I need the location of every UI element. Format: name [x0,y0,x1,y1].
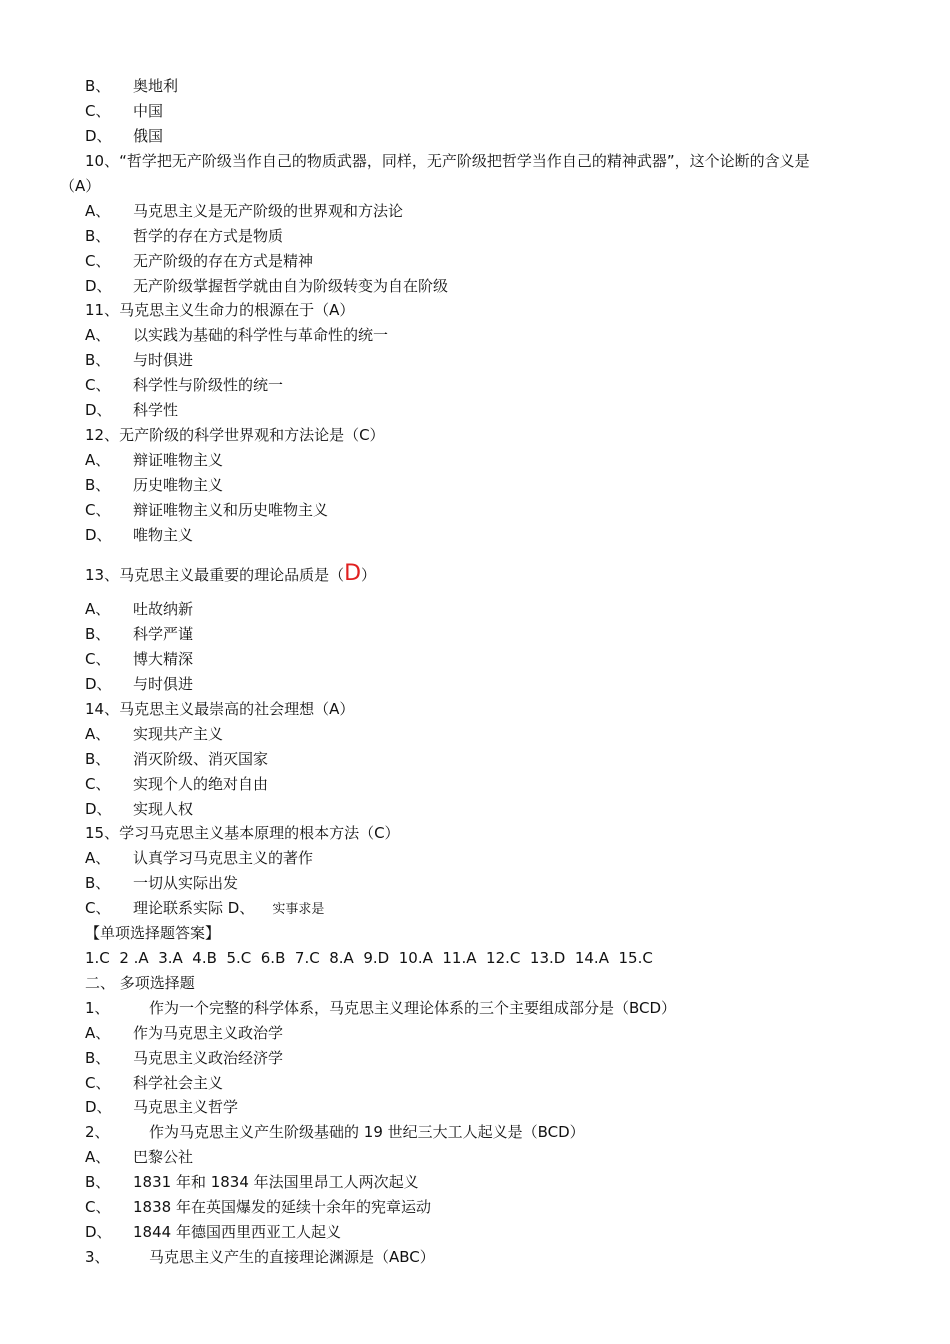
option-letter: B、 [85,1049,111,1067]
question-number: 2、 [85,1123,110,1141]
option-text: 奥地利 [133,77,179,95]
question-stem [85,998,676,1018]
option-letter: B、 [85,227,111,245]
question-stem [85,1122,585,1142]
option-text: 吐故纳新 [133,600,194,618]
option-text: 1831 年和 1834 年法国里昂工人两次起义 [133,1173,419,1191]
option-letter: C、 [85,899,111,917]
option-letter: D、 [85,401,112,419]
option-letter: D、 [85,675,112,693]
option-line [85,898,324,920]
option-line [85,599,193,619]
option-text: 与时俱进 [133,351,194,369]
option-letter: B、 [85,1173,111,1191]
option-line [85,276,448,296]
option-text: 消灭阶级、消灭国家 [133,750,269,768]
option-text: 实现共产主义 [133,725,224,743]
option-text: 马克思主义哲学 [133,1098,239,1116]
option-line [85,525,193,545]
option-letter: D、 [85,277,112,295]
option-text: 实事求是 [272,902,325,917]
question-stem [85,561,376,588]
option-text: 1844 年德国西里西亚工人起义 [133,1223,341,1241]
option-letter: C、 [85,252,111,270]
stem-text: 作为马克思主义产生阶级基础的 19 世纪三大工人起义是（BCD） [149,1123,585,1141]
option-letter: B、 [85,625,111,643]
option-text: 科学严谨 [133,625,194,643]
option-line [85,325,388,345]
option-line [85,799,193,819]
question-number: 3、 [85,1248,110,1266]
option-letter: A、 [85,1024,111,1042]
stem-text: 马克思主义产生的直接理论渊源是（ABC） [149,1248,435,1266]
option-text: 无产阶级掌握哲学就由自为阶级转变为自在阶级 [133,277,449,295]
option-text: 中国 [133,102,164,120]
option-line [85,201,403,221]
option-letter: C、 [85,1074,111,1092]
option-text: 马克思主义是无产阶级的世界观和方法论 [133,202,404,220]
option-line [85,1073,223,1093]
option-line [85,1048,283,1068]
option-line [85,674,193,694]
question-stem: 14、马克思主义最崇高的社会理想（A） [85,700,355,718]
option-letter: D、 [85,1098,112,1116]
option-letter: C、 [85,650,111,668]
question-number: 1、 [85,999,110,1017]
option-line [85,724,223,744]
option-letter: B、 [85,476,111,494]
option-text: 科学性 [133,401,179,419]
question-stem: 12、无产阶级的科学世界观和方法论是（C） [85,426,385,444]
option-letter: B、 [85,750,111,768]
option-line [85,1147,193,1167]
answers-line: 1.C 2 .A 3.A 4.B 5.C 6.B 7.C 8.A 9.D 10.A 11.A 12.C 13.D 14.A 15.C [85,949,653,967]
option-line [85,749,268,769]
question-stem-continued: （A） [60,177,101,195]
option-text: 马克思主义政治经济学 [133,1049,284,1067]
option-letter: A、 [85,202,111,220]
option-line [85,375,283,395]
question-stem: 10、“哲学把无产阶级当作自己的物质武器，同样，无产阶级把哲学当作自己的精神武器”，这个论断的含义是 [85,152,810,170]
question-stem: 11、马克思主义生命力的根源在于（A） [85,301,355,319]
question-stem: 15、学习马克思主义基本原理的根本方法（C） [85,824,400,842]
option-letter: C、 [85,102,111,120]
handwritten-answer: D [344,561,362,586]
option-line [85,873,238,893]
option-letter: C、 [85,775,111,793]
option-letter: D、 [85,127,112,145]
option-line [85,126,163,146]
option-line [85,226,283,246]
option-line [85,76,178,96]
option-text: 科学性与阶级性的统一 [133,376,284,394]
option-text: 巴黎公社 [133,1148,194,1166]
option-letter: C、 [85,1198,111,1216]
option-line [85,500,328,520]
option-line [85,1222,341,1242]
option-text: 认真学习马克思主义的著作 [133,849,314,867]
option-letter: A、 [85,326,111,344]
option-text: 辩证唯物主义 [133,451,224,469]
option-letter: A、 [85,849,111,867]
answers-heading: 【单项选择题答案】 [85,924,221,942]
option-letter: A、 [85,1148,111,1166]
option-text: 无产阶级的存在方式是精神 [133,252,314,270]
option-letter: C、 [85,501,111,519]
option-text: 与时俱进 [133,675,194,693]
option-text: 哲学的存在方式是物质 [133,227,284,245]
option-text: 理论联系实际 D、 [133,899,255,917]
option-letter: A、 [85,600,111,618]
option-letter: D、 [85,526,112,544]
option-line [85,649,193,669]
option-letter: D、 [85,1223,112,1241]
question-stem [85,1247,435,1267]
option-line [85,400,178,420]
option-text: 实现个人的绝对自由 [133,775,269,793]
option-letter: B、 [85,351,111,369]
option-line [85,848,313,868]
stem-text-end: ） [361,566,377,584]
option-letter: D、 [85,800,112,818]
option-text: 1838 年在英国爆发的延续十余年的宪章运动 [133,1198,431,1216]
option-text: 实现人权 [133,800,194,818]
option-line [85,1097,238,1117]
option-letter: A、 [85,725,111,743]
option-line [85,1197,431,1217]
option-line [85,251,313,271]
option-text: 科学社会主义 [133,1074,224,1092]
option-text: 俄国 [133,127,164,145]
option-line [85,1023,283,1043]
option-text: 作为马克思主义政治学 [133,1024,284,1042]
option-text: 辩证唯物主义和历史唯物主义 [133,501,329,519]
stem-text: 13、马克思主义最重要的理论品质是（ [85,566,345,584]
option-line [85,1172,419,1192]
option-letter: A、 [85,451,111,469]
option-letter: B、 [85,77,111,95]
option-text: 以实践为基础的科学性与革命性的统一 [133,326,389,344]
section-heading: 二、 多项选择题 [85,974,195,992]
option-text: 唯物主义 [133,526,194,544]
stem-text: 作为一个完整的科学体系，马克思主义理论体系的三个主要组成部分是（BCD） [149,999,677,1017]
option-letter: C、 [85,376,111,394]
option-letter: B、 [85,874,111,892]
option-line [85,101,163,121]
option-text: 博大精深 [133,650,194,668]
option-line [85,475,223,495]
option-line [85,450,223,470]
option-line [85,624,193,644]
option-line [85,774,268,794]
option-text: 一切从实际出发 [133,874,239,892]
option-line [85,350,193,370]
option-text: 历史唯物主义 [133,476,224,494]
